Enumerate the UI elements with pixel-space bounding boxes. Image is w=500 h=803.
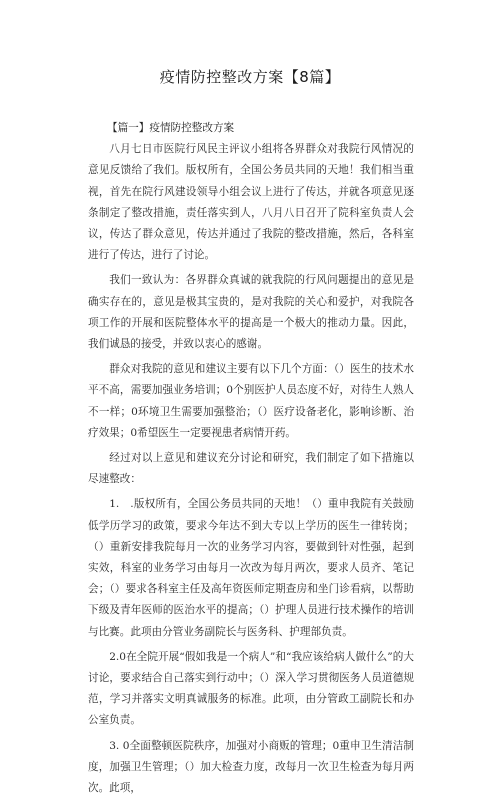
- document-title: 疫情防控整改方案【8篇】: [159, 68, 341, 86]
- paragraph-5: 1. .版权所有，全国公务员共同的天地！（）重申我院有关鼓励低学历学习的政策，要求今年达不到大专以上学历的医生一律转岗；（）重新安排我院每月一次的业务学习内容，要做到针对性强，起到实效，科室的业务学习由每月一次改为每月两次，要求人员齐、笔记会；（）要求各科室主任及高年资医师定期查房和坐门诊看病，以帮助下级及青年医师的医治水平的提高；（）护理人员进行技术操作的培训与比赛。此项由分管业务副院长与医务科、护理部负责。: [88, 498, 414, 638]
- paragraph-6: 2.0在全院开展“假如我是一个病人”和“我应该给病人做什么”的大讨论，要求结合自己落实到行动中；（）深入学习贯彻医务人员道德规范，学习并落实文明真诚服务的标准。此项，由分管政工副院长和办公室负责。: [88, 650, 414, 727]
- paragraph-3: 群众对我院的意见和建议主要有以下几个方面：（）医生的技术水平不高，需要加强业务培训；0个别医护人员态度不好，对待生人熟人不一样；0环境卫生需要加强整治；（）医疗设备老化，影响诊断、治疗效果；0希望医生一定要视患者病情开药。: [88, 363, 414, 439]
- document-body: [88, 118, 414, 803]
- paragraph-1: 八月七日市医院行风民主评议小组将各界群众对我院行风情况的意见反馈给了我们。版权所有，全国公务员共同的天地！我们相当重视，首先在院行风建设领导小组会议上进行了传达，并就各项意见逐条制定了整改措施，责任落实到人，八月八日召开了院科室负责人会议，传达了群众意见，传达并通过了我院的整改措施，然后，各科室进行了传达，进行了讨论。: [88, 143, 414, 262]
- paragraph-7: 3. 0全面整顿医院秩序，加强对小商贩的管理；0重申卫生清洁制度，加强卫生管理；（）加大检查力度，改每月一次卫生检查为每月两次。此项，: [88, 739, 414, 795]
- paragraph-2: 我们一致认为：各界群众真诚的就我院的行风问题提出的意见是确实存在的，意见是极其宝贵的，是对我院的关心和爱护，对我院各项工作的开展和医院整体水平的提高是一个极大的推动力量。因此，我们诚恳的接受，并致以衷心的感谢。: [88, 274, 414, 351]
- paragraph-4: 经过对以上意见和建议充分讨论和研究，我们制定了如下措施以尽速整改：: [88, 452, 414, 486]
- section-heading: 【篇一】疫情防控整改方案: [107, 122, 235, 134]
